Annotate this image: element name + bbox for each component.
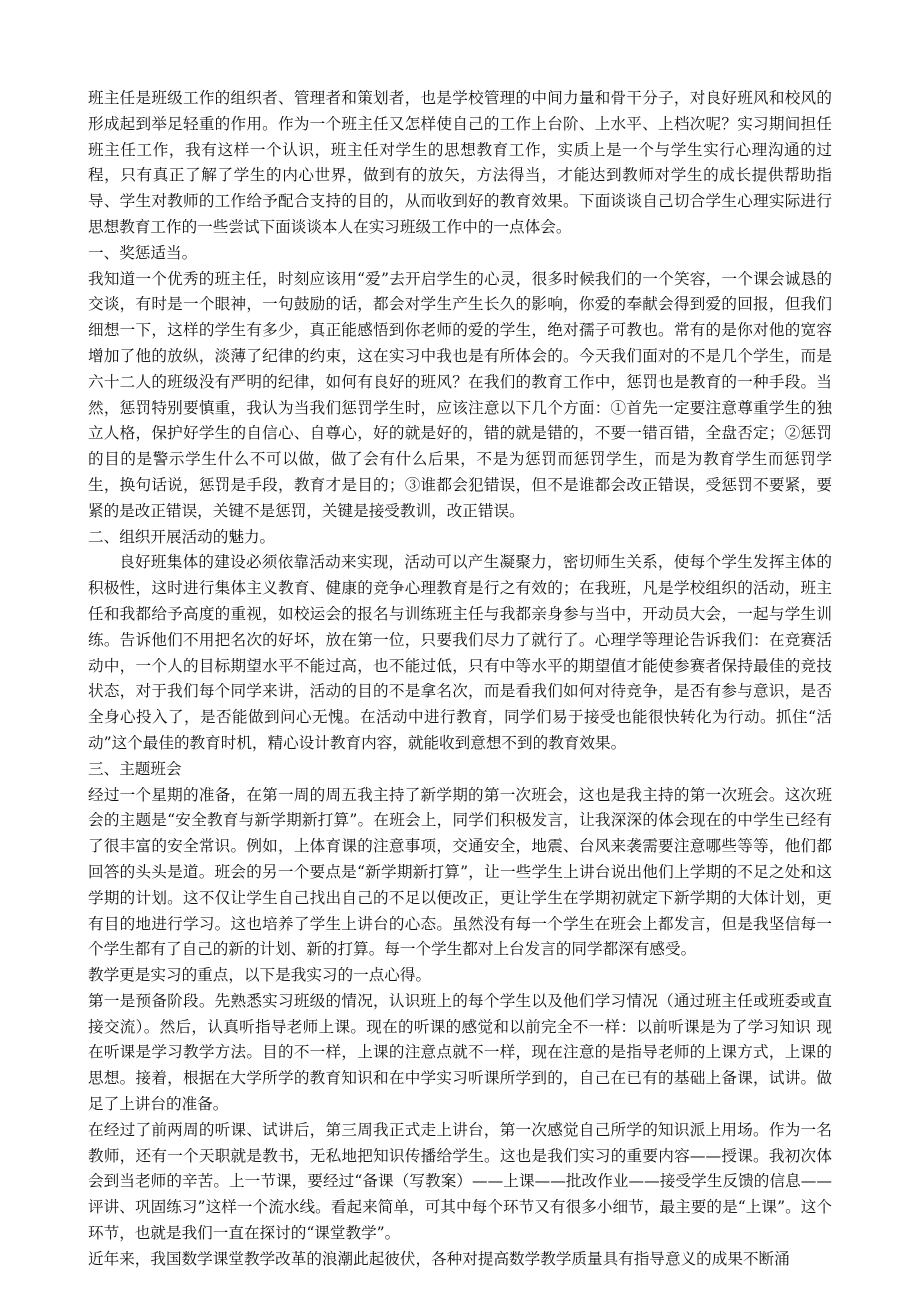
teaching-intro-paragraph: 教学更是实习的重点，以下是我实习的一点心得。 [88,966,432,985]
section-2-heading: 二、组织开展活动的魅力。 [88,527,276,546]
section-2-paragraph: 良好班集体的建设必须依靠活动来实现，活动可以产生凝聚力，密切师生关系，使每个学生发挥主体的积极性，这时进行集体主义教育、健康的竞争心理教育是行之有效的；在我班，凡是学校组织的活动，班主任和我都给予高度的重视，如校运会的报名与训练班主任与我都亲身参与当中，开动员大会，一起与学生训练。告诉他们不用把名次的好坏，放在第一位，只要我们尽力了就行了。心理学等理论告诉我们：在竞赛活动中，一个人的目标期望水平不能过高，也不能过低，只有中等水平的期望值才能使参赛者保持最佳的竞技状态，对于我们每个同学来讲，活动的目的不是拿名次，而是看我们如何对待竞争，是否有参与意识，是否全身心投入了，是否能做到问心无愧。在活动中进行教育，同学们易于接受也能很快转化为行动。抓住“活动”这个最佳的教育时机，精心设计教育内容，就能收到意想不到的教育效果。 [88,553,832,752]
teaching-lecturing-paragraph: 在经过了前两周的听课、试讲后，第三周我正式走上讲台，第一次感觉自己所学的知识派上用场。作为一名教师，还有一个天职就是教书，无私地把知识传播给学生。这也是我们实习的重要内容——授课。我初次体会到当老师的辛苦。上一节课，要经过“备课（写教案）——上课——批改作业——接受学生反馈的信息——评讲、巩固练习”这样一个流水线。看起来简单，可其中每个环节又有很多小细节，最主要的是“上课”。这个环节，也就是我们一直在探讨的“课堂教学”。 [88,1120,832,1243]
document-page [88,86,832,1273]
section-1-paragraph: 我知道一个优秀的班主任，时刻应该用“爱”去开启学生的心灵，很多时候我们的一个笑容，一个课会诚恳的交谈，有时是一个眼神，一句鼓励的话，都会对学生产生长久的影响，你爱的奉献会得到爱的回报，但我们细想一下，这样的学生有多少，真正能感悟到你老师的爱的学生，绝对孺子可教也。常有的是你对他的宽容增加了他的放纵，淡薄了纪律的约束，这在实习中我也是有所体会的。今天我们面对的不是几个学生，而是六十二人的班级没有严明的纪律，如何有良好的班风？在我们的教育工作中，惩罚也是教育的一种手段。当然，惩罚特别要慎重，我认为当我们惩罚学生时，应该注意以下几个方面：①首先一定要注意尊重学生的独立人格，保护好学生的自信心、自尊心，好的就是好的，错的就是错的，不要一错百错，全盘否定；②惩罚的目的是警示学生什么不可以做，做了会有什么后果，不是为惩罚而惩罚学生，而是为教育学生而惩罚学生，换句话说，惩罚是手段，教育才是目的；③谁都会犯错误，但不是谁都会改正错误，受惩罚不要紧，要紧的是改正错误，关键不是惩罚，关键是接受教训，改正错误。 [88,269,832,520]
teaching-preparation-paragraph: 第一是预备阶段。先熟悉实习班级的情况，认识班上的每个学生以及他们学习情况（通过班主任或班委或直接交流）。然后，认真听指导老师上课。现在的听课的感觉和以前完全不一样：以前听课是为了学习知识 现在听课是学习教学方法。目的不一样，上课的注意点就不一样，现在注意的是指导老师的上课方式，上课的思想。接着，根据在大学所学的教育知识和在中学实习听课所学到的，自己在已有的基础上备课，试讲。做足了上讲台的准备。 [88,991,832,1114]
teaching-reform-paragraph: 近年来，我国数学课堂教学改革的浪潮此起彼伏，各种对提高数学教学质量具有指导意义的成果不断涌 [88,1249,790,1268]
section-3-paragraph: 经过一个星期的准备，在第一周的周五我主持了新学期的第一次班会，这也是我主持的第一次班会。这次班会的主题是“安全教育与新学期新打算”。在班会上，同学们积极发言，让我深深的体会现在的中学生已经有了很丰富的安全常识。例如，上体育课的注意事项，交通安全，地震、台风来袭需要注意哪些等等，他们都回答的头头是道。班会的另一个要点是“新学期新打算”，让一些学生上讲台说出他们上学期的不足之处和这学期的计划。这不仅让学生自己找出自己的不足以便改正，更让学生在学期初就定下新学期的大体计划，更有目的地进行学习。这也培养了学生上讲台的心态。虽然没有每一个学生在班会上都发言，但是我坚信每一个学生都有了自己的新的计划、新的打算。每一个学生都对上台发言的同学都深有感受。 [88,785,832,959]
section-3-heading: 三、主题班会 [88,759,182,778]
intro-paragraph: 班主任是班级工作的组织者、管理者和策划者，也是学校管理的中间力量和骨干分子，对良好班风和校风的形成起到举足轻重的作用。作为一个班主任又怎样使自己的工作上台阶、上水平、上档次呢？实习期间担任班主任工作，我有这样一个认识，班主任对学生的思想教育工作，实质上是一个与学生实行心理沟通的过程，只有真正了解了学生的内心世界，做到有的放矢，方法得当，才能达到教师对学生的成长提供帮助指导、学生对教师的工作给予配合支持的目的，从而收到好的教育效果。下面谈谈自己切合学生心理实际进行思想教育工作的一些尝试下面谈谈本人在实习班级工作中的一点体会。 [88,89,832,236]
section-1-heading: 一、奖惩适当。 [88,243,198,262]
